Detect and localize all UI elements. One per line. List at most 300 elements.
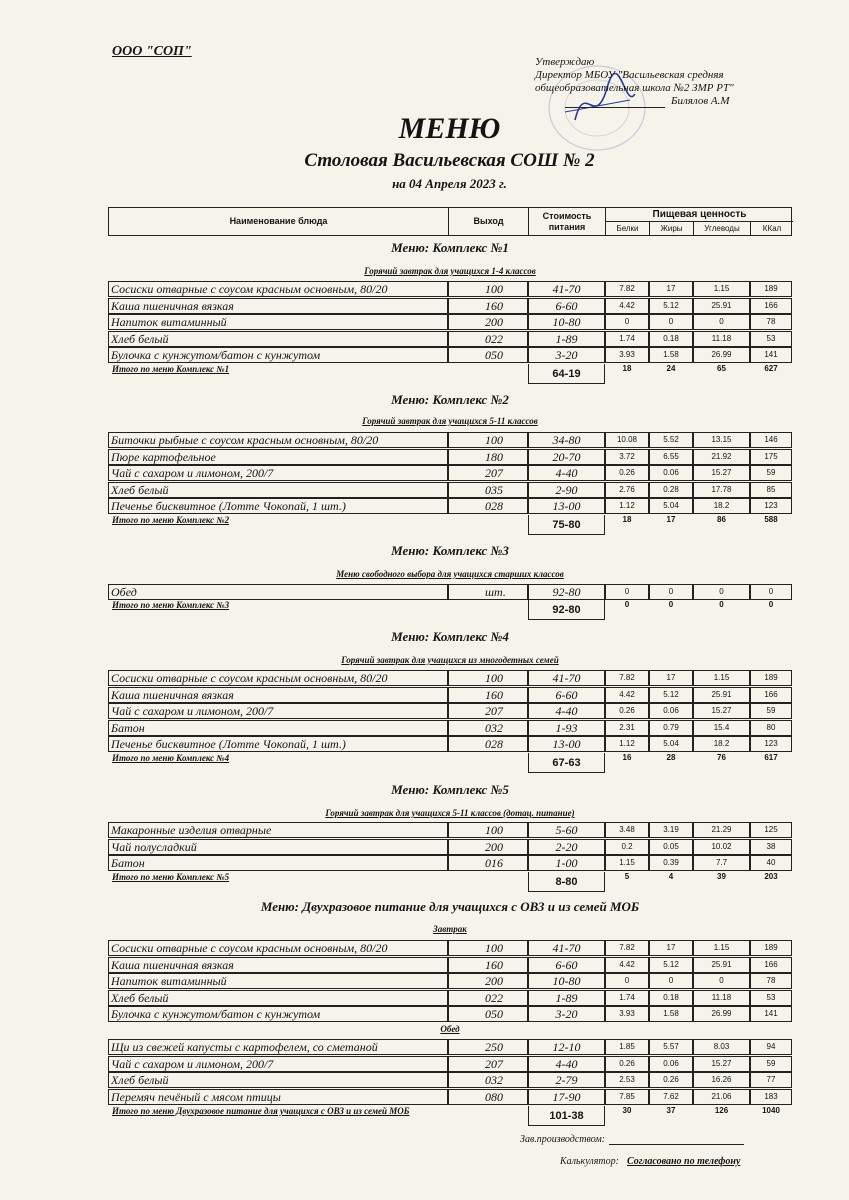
section-total bbox=[108, 872, 792, 892]
table-row bbox=[108, 1039, 792, 1055]
dish-proteins: 0.2 bbox=[605, 839, 649, 855]
dish-kcal: 141 bbox=[750, 347, 792, 363]
section-total bbox=[108, 364, 792, 384]
dish-price: 6-60 bbox=[528, 687, 605, 703]
dish-fats: 0 bbox=[649, 314, 693, 330]
dish-output: 180 bbox=[448, 449, 528, 465]
dish-output: 250 bbox=[448, 1039, 528, 1055]
dish-price: 41-70 bbox=[528, 281, 605, 297]
dish-name: Каша пшеничная вязкая bbox=[108, 687, 448, 703]
production-manager bbox=[520, 1134, 744, 1145]
dish-carbs: 21.06 bbox=[693, 1089, 750, 1105]
dish-output: 207 bbox=[448, 465, 528, 481]
dish-proteins: 1.15 bbox=[605, 855, 649, 871]
total-price: 75-80 bbox=[528, 515, 605, 535]
table-row bbox=[108, 584, 792, 600]
dish-carbs: 0 bbox=[693, 314, 750, 330]
dish-fats: 5.04 bbox=[649, 498, 693, 514]
section-title: Меню: Комплекс №1 bbox=[391, 240, 509, 255]
table-row bbox=[108, 281, 792, 297]
header-name: Наименование блюда bbox=[109, 208, 449, 235]
section-title: Меню: Комплекс №4 bbox=[391, 629, 509, 644]
dish-carbs: 1.15 bbox=[693, 940, 750, 956]
dish-output: 032 bbox=[448, 1072, 528, 1088]
dish-price: 10-80 bbox=[528, 973, 605, 989]
total-label: Итого по меню Комплекс №3 bbox=[112, 600, 230, 610]
dish-name: Чай с сахаром и лимоном, 200/7 bbox=[108, 1056, 448, 1072]
dish-output: 207 bbox=[448, 703, 528, 719]
table-row bbox=[108, 736, 792, 752]
dish-fats: 0.05 bbox=[649, 839, 693, 855]
dish-carbs: 1.15 bbox=[693, 281, 750, 297]
dish-output: 028 bbox=[448, 736, 528, 752]
dish-carbs: 18.2 bbox=[693, 736, 750, 752]
section-total bbox=[108, 1106, 792, 1126]
dish-fats: 5.52 bbox=[649, 432, 693, 448]
dish-output: 207 bbox=[448, 1056, 528, 1072]
dish-output: 160 bbox=[448, 298, 528, 314]
total-price: 101-38 bbox=[528, 1106, 605, 1126]
dish-proteins: 7.82 bbox=[605, 670, 649, 686]
header-output: Выход bbox=[449, 208, 529, 235]
table-row bbox=[108, 1089, 792, 1105]
total-label: Итого по меню Комплекс №2 bbox=[112, 515, 230, 525]
dish-name: Печенье бисквитное (Лотте Чокопай, 1 шт.) bbox=[108, 736, 448, 752]
dish-carbs: 26.99 bbox=[693, 1006, 750, 1022]
dish-kcal: 40 bbox=[750, 855, 792, 871]
section-subtitle: Горячий завтрак для учащихся 5-11 классов bbox=[362, 416, 538, 426]
dish-kcal: 38 bbox=[750, 839, 792, 855]
dish-output: 050 bbox=[448, 347, 528, 363]
total-c: 65 bbox=[717, 364, 726, 373]
table-row bbox=[108, 432, 792, 448]
dish-kcal: 166 bbox=[750, 298, 792, 314]
dish-output: 022 bbox=[448, 331, 528, 347]
dish-proteins: 2.76 bbox=[605, 482, 649, 498]
dish-name: Булочка с кунжутом/батон с кунжутом bbox=[108, 347, 448, 363]
dish-name: Щи из свежей капусты с картофелем, со сметаной bbox=[108, 1039, 448, 1055]
calculator-line bbox=[560, 1156, 740, 1167]
dish-fats: 5.12 bbox=[649, 687, 693, 703]
dish-price: 12-10 bbox=[528, 1039, 605, 1055]
dish-carbs: 13.15 bbox=[693, 432, 750, 448]
table-row bbox=[108, 973, 792, 989]
dish-carbs: 16.26 bbox=[693, 1072, 750, 1088]
section-subtitle: Горячий завтрак для учащихся 5-11 классов (дотац. питание) bbox=[325, 808, 575, 818]
dish-price: 4-40 bbox=[528, 1056, 605, 1072]
dish-name: Макаронные изделия отварные bbox=[108, 822, 448, 838]
dish-name: Хлеб белый bbox=[108, 990, 448, 1006]
dish-fats: 3.19 bbox=[649, 822, 693, 838]
dish-proteins: 1.12 bbox=[605, 736, 649, 752]
dish-name: Биточки рыбные с соусом красным основным, 80/20 bbox=[108, 432, 448, 448]
section-subtitle: Горячий завтрак для учащихся из многодетных семей bbox=[341, 655, 559, 665]
dish-proteins: 7.85 bbox=[605, 1089, 649, 1105]
dish-price: 41-70 bbox=[528, 670, 605, 686]
dish-kcal: 59 bbox=[750, 703, 792, 719]
dish-name: Хлеб белый bbox=[108, 482, 448, 498]
total-p: 30 bbox=[622, 1106, 632, 1115]
dish-proteins: 1.74 bbox=[605, 990, 649, 1006]
dish-proteins: 3.93 bbox=[605, 347, 649, 363]
dish-fats: 0.28 bbox=[649, 482, 693, 498]
header-proteins: Белки bbox=[606, 222, 650, 235]
approval-title: Утверждаю bbox=[535, 56, 595, 68]
dish-price: 2-20 bbox=[528, 839, 605, 855]
approval-position: Директор МБОУ "Васильевская средняя bbox=[535, 69, 724, 81]
dish-carbs: 15.27 bbox=[693, 703, 750, 719]
dish-kcal: 125 bbox=[750, 822, 792, 838]
header-nutrition bbox=[606, 208, 793, 235]
dish-fats: 17 bbox=[649, 940, 693, 956]
dish-price: 13-00 bbox=[528, 498, 605, 514]
menu-date: на 04 Апреля 2023 г. bbox=[392, 176, 507, 191]
dish-carbs: 15.27 bbox=[693, 1056, 750, 1072]
approval-signer: Билялов А.М bbox=[671, 95, 730, 107]
dish-output: 100 bbox=[448, 432, 528, 448]
dish-kcal: 166 bbox=[750, 687, 792, 703]
dish-carbs: 7.7 bbox=[693, 855, 750, 871]
dish-fats: 0 bbox=[649, 973, 693, 989]
dish-price: 41-70 bbox=[528, 940, 605, 956]
table-row bbox=[108, 687, 792, 703]
dish-carbs: 8.03 bbox=[693, 1039, 750, 1055]
table-row bbox=[108, 957, 792, 973]
dish-fats: 0.18 bbox=[649, 331, 693, 347]
dish-carbs: 25.91 bbox=[693, 298, 750, 314]
dish-carbs: 0 bbox=[693, 973, 750, 989]
dish-proteins: 7.82 bbox=[605, 281, 649, 297]
dish-proteins: 2.53 bbox=[605, 1072, 649, 1088]
section-title: Меню: Комплекс №5 bbox=[391, 782, 509, 797]
dish-name: Каша пшеничная вязкая bbox=[108, 957, 448, 973]
total-p: 16 bbox=[622, 753, 632, 762]
dish-carbs: 26.99 bbox=[693, 347, 750, 363]
dish-fats: 0.06 bbox=[649, 1056, 693, 1072]
dish-price: 13-00 bbox=[528, 736, 605, 752]
dish-output: 200 bbox=[448, 314, 528, 330]
total-k: 0 bbox=[768, 600, 774, 609]
organization-name: ООО "СОП" bbox=[112, 44, 192, 59]
section-total bbox=[108, 753, 792, 773]
dish-fats: 0.06 bbox=[649, 465, 693, 481]
dish-fats: 1.58 bbox=[649, 347, 693, 363]
section-title: Меню: Комплекс №2 bbox=[391, 392, 509, 407]
dish-name: Сосиски отварные с соусом красным основным, 80/20 bbox=[108, 281, 448, 297]
dish-fats: 0.26 bbox=[649, 1072, 693, 1088]
dish-price: 17-90 bbox=[528, 1089, 605, 1105]
dish-carbs: 10.02 bbox=[693, 839, 750, 855]
dish-proteins: 3.93 bbox=[605, 1006, 649, 1022]
table-row bbox=[108, 465, 792, 481]
dish-name: Хлеб белый bbox=[108, 331, 448, 347]
dish-kcal: 146 bbox=[750, 432, 792, 448]
dish-fats: 6.55 bbox=[649, 449, 693, 465]
dish-output: 100 bbox=[448, 281, 528, 297]
total-p: 0 bbox=[624, 600, 630, 609]
dish-carbs: 25.91 bbox=[693, 957, 750, 973]
dish-fats: 0 bbox=[649, 584, 693, 600]
dish-proteins: 4.42 bbox=[605, 687, 649, 703]
total-f: 28 bbox=[666, 753, 676, 762]
dish-kcal: 80 bbox=[750, 720, 792, 736]
table-row bbox=[108, 855, 792, 871]
section-subtitle: Горячий завтрак для учащихся 1-4 классов bbox=[364, 266, 536, 276]
total-price: 67-63 bbox=[528, 753, 605, 773]
dish-proteins: 0.26 bbox=[605, 465, 649, 481]
dish-price: 1-89 bbox=[528, 990, 605, 1006]
calculator-value: Согласовано по телефону bbox=[626, 1156, 741, 1167]
dish-carbs: 15.4 bbox=[693, 720, 750, 736]
dish-kcal: 189 bbox=[750, 670, 792, 686]
dish-proteins: 0 bbox=[605, 584, 649, 600]
dish-name: Сосиски отварные с соусом красным основным, 80/20 bbox=[108, 940, 448, 956]
total-p: 18 bbox=[622, 364, 632, 373]
dish-price: 1-93 bbox=[528, 720, 605, 736]
dish-carbs: 18.2 bbox=[693, 498, 750, 514]
dish-kcal: 59 bbox=[750, 1056, 792, 1072]
total-c: 0 bbox=[719, 600, 724, 609]
dish-price: 2-90 bbox=[528, 482, 605, 498]
dish-output: 050 bbox=[448, 1006, 528, 1022]
dish-proteins: 4.42 bbox=[605, 957, 649, 973]
dish-carbs: 25.91 bbox=[693, 687, 750, 703]
dish-name: Пюре картофельное bbox=[108, 449, 448, 465]
dish-name: Батон bbox=[108, 720, 448, 736]
dish-price: 20-70 bbox=[528, 449, 605, 465]
dish-name: Перемяч печёный с мясом птицы bbox=[108, 1089, 448, 1105]
section-total bbox=[108, 600, 792, 620]
table-row bbox=[108, 703, 792, 719]
total-price: 64-19 bbox=[528, 364, 605, 384]
section-title: Меню: Комплекс №3 bbox=[391, 543, 509, 558]
dish-kcal: 123 bbox=[750, 498, 792, 514]
dish-name: Хлеб белый bbox=[108, 1072, 448, 1088]
dish-kcal: 78 bbox=[750, 314, 792, 330]
dish-kcal: 166 bbox=[750, 957, 792, 973]
dish-carbs: 15.27 bbox=[693, 465, 750, 481]
table-row bbox=[108, 839, 792, 855]
dish-output: 080 bbox=[448, 1089, 528, 1105]
dish-carbs: 0 bbox=[693, 584, 750, 600]
dish-price: 3-20 bbox=[528, 1006, 605, 1022]
header-price: Стоимость питания bbox=[529, 208, 606, 235]
dish-proteins: 10.08 bbox=[605, 432, 649, 448]
dish-price: 4-40 bbox=[528, 465, 605, 481]
dish-price: 2-79 bbox=[528, 1072, 605, 1088]
dish-price: 34-80 bbox=[528, 432, 605, 448]
dish-output: 016 bbox=[448, 855, 528, 871]
dish-fats: 7.62 bbox=[649, 1089, 693, 1105]
dish-name: Печенье бисквитное (Лотте Чокопай, 1 шт.) bbox=[108, 498, 448, 514]
total-label: Итого по меню Комплекс №1 bbox=[112, 364, 230, 374]
dish-kcal: 189 bbox=[750, 281, 792, 297]
dish-proteins: 0.26 bbox=[605, 1056, 649, 1072]
dish-output: 100 bbox=[448, 940, 528, 956]
section-subtitle: Обед bbox=[440, 1024, 460, 1034]
dish-kcal: 189 bbox=[750, 940, 792, 956]
total-f: 24 bbox=[666, 364, 676, 373]
total-f: 17 bbox=[666, 515, 676, 524]
dish-fats: 0.79 bbox=[649, 720, 693, 736]
dish-output: 100 bbox=[448, 822, 528, 838]
dish-kcal: 53 bbox=[750, 331, 792, 347]
total-f: 0 bbox=[668, 600, 674, 609]
dish-carbs: 11.18 bbox=[693, 331, 750, 347]
dish-carbs: 17.78 bbox=[693, 482, 750, 498]
dish-fats: 5.12 bbox=[649, 298, 693, 314]
dish-proteins: 1.85 bbox=[605, 1039, 649, 1055]
dish-proteins: 3.72 bbox=[605, 449, 649, 465]
dish-name: Обед bbox=[108, 584, 448, 600]
dish-fats: 0.39 bbox=[649, 855, 693, 871]
dish-proteins: 4.42 bbox=[605, 298, 649, 314]
dish-name: Чай с сахаром и лимоном, 200/7 bbox=[108, 465, 448, 481]
total-k: 588 bbox=[764, 515, 778, 524]
dish-name: Чай полусладкий bbox=[108, 839, 448, 855]
dish-output: 028 bbox=[448, 498, 528, 514]
table-row bbox=[108, 449, 792, 465]
header-fats: Жиры bbox=[650, 222, 694, 235]
table-row bbox=[108, 940, 792, 956]
dish-proteins: 1.12 bbox=[605, 498, 649, 514]
dish-name: Напиток витаминный bbox=[108, 314, 448, 330]
dish-kcal: 77 bbox=[750, 1072, 792, 1088]
total-f: 4 bbox=[668, 872, 674, 881]
dish-price: 1-89 bbox=[528, 331, 605, 347]
dish-output: 200 bbox=[448, 839, 528, 855]
dish-fats: 17 bbox=[649, 281, 693, 297]
signature-line bbox=[565, 107, 665, 108]
dish-kcal: 183 bbox=[750, 1089, 792, 1105]
dish-kcal: 175 bbox=[750, 449, 792, 465]
dish-proteins: 2.31 bbox=[605, 720, 649, 736]
table-row bbox=[108, 331, 792, 347]
dish-kcal: 94 bbox=[750, 1039, 792, 1055]
dish-kcal: 141 bbox=[750, 1006, 792, 1022]
total-label: Итого по меню Комплекс №5 bbox=[112, 872, 230, 882]
table-header bbox=[108, 207, 792, 236]
total-c: 76 bbox=[717, 753, 726, 762]
table-row bbox=[108, 498, 792, 514]
dish-fats: 17 bbox=[649, 670, 693, 686]
dish-price: 3-20 bbox=[528, 347, 605, 363]
total-p: 5 bbox=[624, 872, 630, 881]
dish-name: Булочка с кунжутом/батон с кунжутом bbox=[108, 1006, 448, 1022]
dish-fats: 5.57 bbox=[649, 1039, 693, 1055]
table-row bbox=[108, 347, 792, 363]
table-row bbox=[108, 298, 792, 314]
dish-name: Батон bbox=[108, 855, 448, 871]
total-price: 8-80 bbox=[528, 872, 605, 892]
dish-kcal: 53 bbox=[750, 990, 792, 1006]
total-k: 617 bbox=[764, 753, 778, 762]
table-row bbox=[108, 670, 792, 686]
dish-output: 035 bbox=[448, 482, 528, 498]
dish-carbs: 1.15 bbox=[693, 670, 750, 686]
section-subtitle: Завтрак bbox=[433, 924, 467, 934]
total-c: 126 bbox=[714, 1106, 729, 1115]
dish-price: 6-60 bbox=[528, 298, 605, 314]
dish-output: шт. bbox=[448, 584, 528, 600]
table-row bbox=[108, 720, 792, 736]
dish-proteins: 0 bbox=[605, 314, 649, 330]
dish-name: Сосиски отварные с соусом красным основным, 80/20 bbox=[108, 670, 448, 686]
dish-fats: 5.12 bbox=[649, 957, 693, 973]
approval-school: общеобразовательная школа №2 ЗМР РТ" bbox=[535, 82, 734, 94]
table-row bbox=[108, 482, 792, 498]
dish-price: 92-80 bbox=[528, 584, 605, 600]
total-c: 39 bbox=[717, 872, 726, 881]
dish-output: 032 bbox=[448, 720, 528, 736]
table-row bbox=[108, 1072, 792, 1088]
section-title: Меню: Двухразовое питание для учащихся с ОВЗ и из семей МОБ bbox=[260, 899, 640, 914]
page-subtitle: Столовая Васильевская СОШ № 2 bbox=[304, 150, 595, 171]
dish-kcal: 78 bbox=[750, 973, 792, 989]
dish-name: Чай с сахаром и лимоном, 200/7 bbox=[108, 703, 448, 719]
table-row bbox=[108, 1056, 792, 1072]
dish-output: 160 bbox=[448, 957, 528, 973]
production-label: Зав.производством: bbox=[520, 1134, 606, 1145]
dish-output: 160 bbox=[448, 687, 528, 703]
total-k: 627 bbox=[764, 364, 778, 373]
total-f: 37 bbox=[666, 1106, 676, 1115]
total-c: 86 bbox=[717, 515, 726, 524]
dish-price: 5-60 bbox=[528, 822, 605, 838]
dish-proteins: 0 bbox=[605, 973, 649, 989]
dish-output: 200 bbox=[448, 973, 528, 989]
dish-proteins: 7.82 bbox=[605, 940, 649, 956]
dish-output: 022 bbox=[448, 990, 528, 1006]
dish-kcal: 85 bbox=[750, 482, 792, 498]
table-row bbox=[108, 822, 792, 838]
page-title: МЕНЮ bbox=[398, 112, 501, 145]
dish-price: 4-40 bbox=[528, 703, 605, 719]
total-p: 18 bbox=[622, 515, 632, 524]
dish-kcal: 59 bbox=[750, 465, 792, 481]
header-nutrition-title: Пищевая ценность bbox=[606, 208, 793, 222]
dish-kcal: 123 bbox=[750, 736, 792, 752]
dish-fats: 5.04 bbox=[649, 736, 693, 752]
section-subtitle: Меню свободного выбора для учащихся старших классов bbox=[336, 569, 564, 579]
dish-proteins: 3.48 bbox=[605, 822, 649, 838]
calculator-label: Калькулятор: bbox=[560, 1156, 619, 1167]
dish-carbs: 11.18 bbox=[693, 990, 750, 1006]
total-k: 1040 bbox=[762, 1106, 780, 1115]
dish-carbs: 21.29 bbox=[693, 822, 750, 838]
approval-block bbox=[535, 56, 835, 108]
total-label: Итого по меню Двухразовое питание для учащихся с ОВЗ и из семей МОБ bbox=[112, 1106, 410, 1116]
table-row bbox=[108, 1006, 792, 1022]
dish-fats: 0.18 bbox=[649, 990, 693, 1006]
section-total bbox=[108, 515, 792, 535]
header-carbs: Углеводы bbox=[694, 222, 751, 235]
total-price: 92-80 bbox=[528, 600, 605, 620]
dish-fats: 0.06 bbox=[649, 703, 693, 719]
total-label: Итого по меню Комплекс №4 bbox=[112, 753, 230, 763]
dish-name: Каша пшеничная вязкая bbox=[108, 298, 448, 314]
dish-name: Напиток витаминный bbox=[108, 973, 448, 989]
dish-carbs: 21.92 bbox=[693, 449, 750, 465]
signature-line bbox=[609, 1135, 744, 1145]
table-row bbox=[108, 990, 792, 1006]
dish-proteins: 0.26 bbox=[605, 703, 649, 719]
dish-proteins: 1.74 bbox=[605, 331, 649, 347]
dish-kcal: 0 bbox=[750, 584, 792, 600]
header-kcal: ККал bbox=[762, 223, 782, 233]
table-row bbox=[108, 314, 792, 330]
total-k: 203 bbox=[764, 872, 778, 881]
